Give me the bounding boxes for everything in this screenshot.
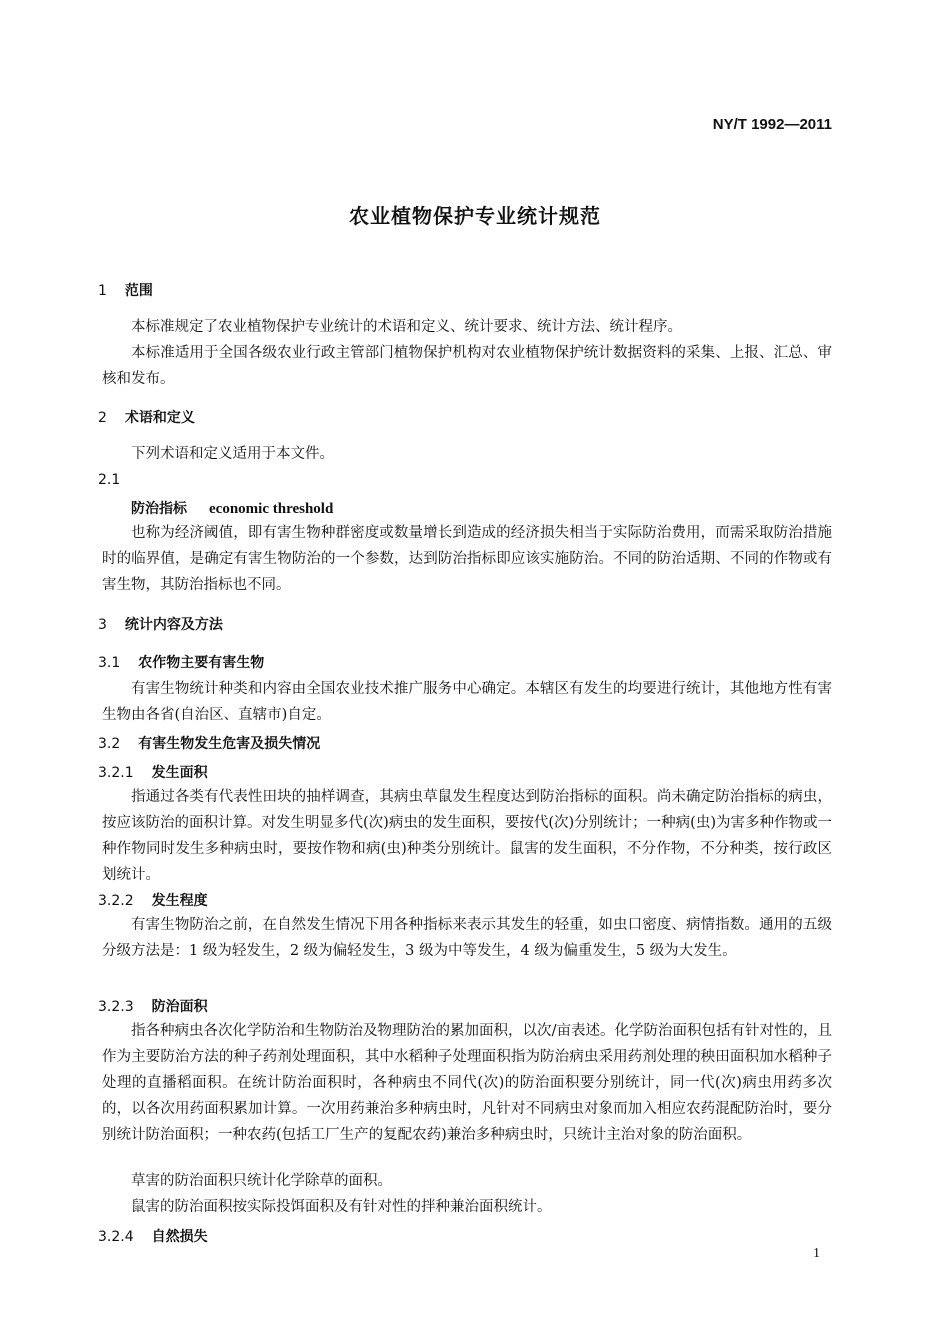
section-3-2-heading: 3.2 有害生物发生危害及损失情况 (98, 736, 321, 752)
section-3-1-heading: 3.1 农作物主要有害生物 (98, 655, 265, 671)
section-3-2-1-heading: 3.2.1 发生面积 (98, 765, 208, 781)
section-3-heading: 3 统计内容及方法 (98, 617, 223, 633)
section-2-heading: 2 术语和定义 (98, 410, 195, 426)
paragraph: 草害的防治面积只统计化学除草的面积。 (131, 1173, 392, 1189)
paragraph: 有害生物防治之前，在自然发生情况下用各种指标来表示其发生的轻重，如虫口密度、病情指数。通用的五级分级方法是：1 级为轻发生，2 级为偏轻发生，3 级为中等发生，4 级为偏重发生，5 级为大发生。 (102, 917, 832, 959)
section-1-heading: 1 范围 (98, 283, 153, 299)
paragraph: 本标准规定了农业植物保护专业统计的术语和定义、统计要求、统计方法、统计程序。 (131, 319, 682, 335)
standard-code: NY/T 1992—2011 (712, 116, 832, 133)
paragraph: 指各种病虫各次化学防治和生物防治及物理防治的累加面积，以次/亩表述。化学防治面积包括有针对性的，且作为主要防治方法的种子药剂处理面积，其中水稻种子处理面积指为防治病虫采用药剂处理的秧田面积加水稻种子处理的直播稻面积。在统计防治面积时，各种病虫不同代(次)的防治面积要分别统计，同一代(次)病虫用药多次的，以各次用药面积累加计算。一次用药兼治多种病虫时，凡针对不同病虫对象而加入相应农药混配防治时，要分别统计防治面积；一种农药(包括工厂生产的复配农药)兼治多种病虫时，只统计主治对象的防治面积。 (102, 1023, 832, 1143)
section-3-2-4-heading: 3.2.4 自然损失 (98, 1229, 208, 1245)
section-3-2-2-heading: 3.2.2 发生程度 (98, 893, 208, 909)
paragraph: 本标准适用于全国各级农业行政主管部门植物保护机构对农业植物保护统计数据资料的采集、上报、汇总、审核和发布。 (102, 345, 832, 387)
paragraph: 指通过各类有代表性田块的抽样调查，其病虫草鼠发生程度达到防治指标的面积。尚未确定防治指标的病虫，按应该防治的面积计算。对发生明显多代(次)病虫的发生面积，要按代(次)分别统计；一种病(虫)为害多种作物或一种作物同时发生多种病虫时，要按作物和病(虫)种类分别统计。鼠害的发生面积，不分作物，不分种类，按行政区划统计。 (102, 789, 832, 883)
paragraph: 下列术语和定义适用于本文件。 (131, 446, 334, 462)
page-number: 1 (813, 1246, 820, 1261)
section-3-2-3-heading: 3.2.3 防治面积 (98, 999, 208, 1015)
paragraph: 有害生物统计种类和内容由全国农业技术推广服务中心确定。本辖区有发生的均要进行统计，其他地方性有害生物由各省(自治区、直辖市)自定。 (102, 681, 832, 723)
section-2-1-number: 2.1 (98, 472, 121, 488)
paragraph: 鼠害的防治面积按实际投饵面积及有针对性的拌种兼治面积统计。 (131, 1199, 552, 1215)
term-definition: 也称为经济阈值，即有害生物种群密度或数量增长到造成的经济损失相当于实际防治费用，而需采取防治措施时的临界值，是确定有害生物防治的一个参数，达到防治指标即应该实施防治。不同的防治适期、不同的作物或有害生物，其防治指标也不同。 (102, 525, 832, 593)
document-title: 农业植物保护专业统计规范 (349, 204, 601, 228)
term-entry: 防治指标 economic threshold (131, 501, 334, 517)
